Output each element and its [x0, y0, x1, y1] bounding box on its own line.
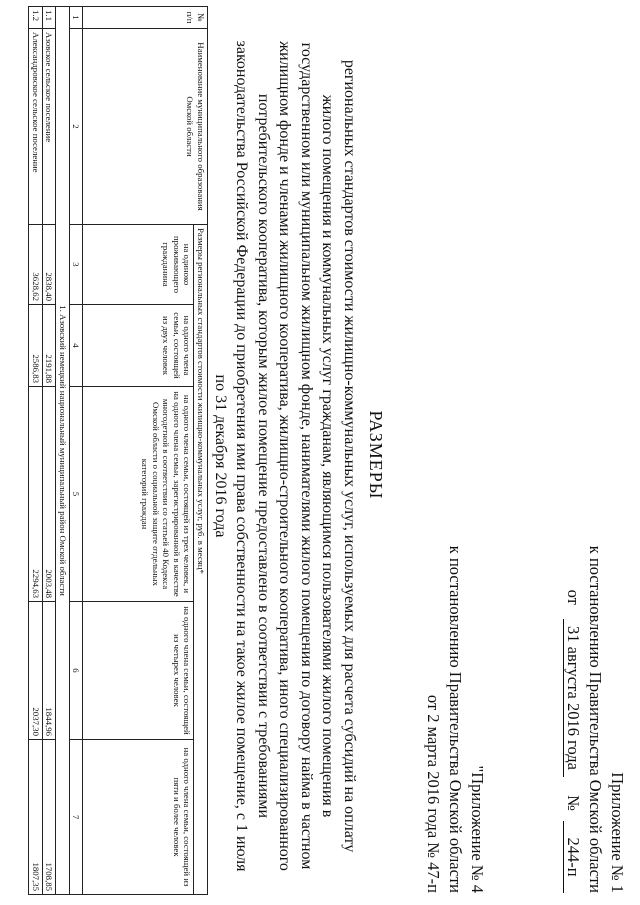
table-header-row: [194, 7, 208, 895]
table-row: [29, 7, 43, 895]
decree-date: 31 августа 2016 года: [563, 619, 582, 777]
section-title: 1. Азовский немецкий национальный муниципальный район Омской области: [56, 7, 70, 895]
header-four: на одного члена семьи, состоящей из четырех человек: [83, 602, 194, 740]
row-num: 1.2: [29, 7, 43, 29]
appendix-current-decree: к постановлению Правительства Омской области: [586, 545, 605, 893]
row-value: 2294,63: [29, 387, 43, 602]
appendix-previous-decree: к постановлению Правительства Омской области: [446, 545, 465, 893]
appendix-current-date-line: [562, 546, 584, 893]
decree-number: 244-п: [563, 821, 582, 893]
row-value: 1844,96: [43, 602, 57, 740]
row-value: 2191,88: [43, 305, 57, 387]
row-num: 1.1: [43, 7, 57, 29]
document-title: РАЗМЕРЫ: [366, 410, 386, 500]
index-cell: 3: [70, 225, 84, 305]
from-label: от: [564, 589, 583, 605]
appendix-current-title: Приложение № 1: [608, 772, 627, 893]
index-cell: 6: [70, 602, 84, 740]
row-value: 2838,40: [43, 225, 57, 305]
index-cell: 7: [70, 740, 84, 895]
index-cell: 1: [70, 7, 84, 29]
index-row: [70, 7, 84, 895]
header-two: на одного члена семьи, состоящей из двух человек: [83, 305, 194, 387]
index-cell: 2: [70, 29, 84, 225]
index-cell: 4: [70, 305, 84, 387]
header-num: № п/п: [83, 7, 208, 29]
row-value: 3628,62: [29, 225, 43, 305]
row-name: Александровское сельское поселение: [29, 29, 43, 225]
row-value: 2586,83: [29, 305, 43, 387]
appendix-previous-date: от 2 марта 2016 года № 47-п: [424, 694, 443, 893]
header-group: Размеры региональных стандартов стоимости жилищно-коммунальных услуг, руб. в месяц*: [194, 225, 208, 895]
header-single: на одиноко проживающего гражданина: [83, 225, 194, 305]
index-cell: 5: [70, 387, 84, 602]
rates-table: [29, 6, 209, 895]
row-value: 2003,48: [43, 387, 57, 602]
header-three: на одного члена семьи, состоящей из трех человек, и на одного члена семьи, зарегистрированной в качестве многодетной в соответствии со статьей 40 Кодекса Омской области о социальной защите отдельных категорий граждан: [83, 387, 194, 602]
row-value: 2037,30: [29, 602, 43, 740]
row-value: 1807,35: [29, 740, 43, 895]
number-label: №: [564, 795, 583, 811]
table-row: [43, 7, 57, 895]
appendix-previous: [422, 546, 488, 893]
document-description: региональных стандартов стоимости жилищно-коммунальных услуг, используемых для расчета субсидий на оплату жилого помещения и коммунальных услуг гражданам, являющимся пользователями жилого помещения в государственном или муниципальном жилищном фонде, нанимателями жилого помещения по договору найма в частном жилищном фонде и членами жилищного кооператива, жилищно-строительного кооператива, иного специализированного потребительского кооператива, которым жилое помещение предоставлено в соответствии с требованиями законодательства Российской Федерации до приобретения ими права собственности на такое жилое помещение, с 1 июля по 31 декабря 2016 года: [212, 40, 358, 872]
row-value: 1708,85: [43, 740, 57, 895]
header-name: Наименование муниципального образования Омской области: [83, 29, 208, 225]
header-five: на одного члена семьи, состоящей из пяти и более человек: [83, 740, 194, 895]
appendix-current: [562, 546, 628, 893]
section-row: [56, 7, 70, 895]
appendix-previous-title: "Приложение № 4: [468, 765, 487, 893]
row-name: Азовское сельское поселение: [43, 29, 57, 225]
